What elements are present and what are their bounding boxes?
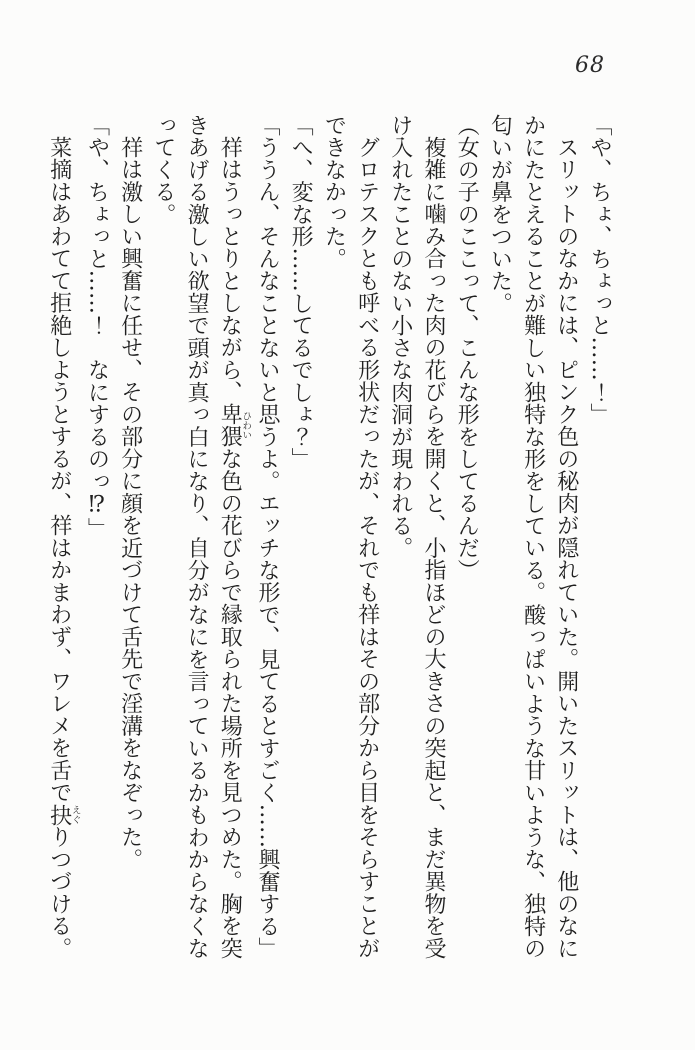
text-line: 「や、ちょ、ちょっと……！」	[587, 114, 612, 426]
ruby-annotated-word: 卑猥ひわい	[217, 403, 252, 448]
text-line: 祥は激しい興奮に任せ、その部分に顔を近づけて舌先で淫溝をなぞった。	[117, 136, 143, 871]
page-number: 68	[575, 53, 605, 78]
text-line: できなかった。	[321, 114, 347, 270]
text-line: ってくる。	[150, 114, 176, 226]
text-line: 匂いが鼻をついた。	[487, 114, 513, 315]
text-line: 「や、ちょっと……！ なにするのっ⁉」	[84, 114, 110, 540]
body-text-block	[43, 114, 616, 962]
text-line: 菜摘はあわてて拒絶しようとするが、祥はかまわず、ワレメを舌で抉えぐりつづける。	[46, 136, 81, 960]
text-line: 「へ、変な形……してるでしょ？」	[288, 114, 314, 470]
ruby-annotated-word: 抉えぐ	[46, 803, 81, 826]
text-line: 祥はうっとりとしながら、卑猥ひわいな色の花びらで縁取られた場所を見つめた。胸を突	[217, 136, 252, 960]
text-line: 「ううん、そんなことないと思うよ。エッチな形で、見てるとすごく……興奮する」	[254, 114, 280, 960]
text-line: 複雑に噛み合った肉の花びらを開くと、小指ほどの大きさの突起と、まだ異物を受	[420, 136, 446, 960]
text-line: （女の子のここって、こんな形をしてるんだ）	[454, 114, 480, 582]
text-line: け入れたことのない小さな肉洞が現われる。	[387, 114, 413, 559]
text-line: スリットのなかには、ピンク色の秘肉が隠れていた。開いたスリットは、他のなに	[553, 136, 579, 960]
text-line: グロテスクとも呼べる形状だったが、それでも祥はその部分から目をそらすことが	[354, 136, 380, 960]
text-line: きあげる激しい欲望で頭が真っ白になり、自分がなにを言っているかもわからなくな	[184, 114, 210, 960]
text-line: かにたとえることが難しい独特な形をしている。酸っぱいような甘いような、独特の	[520, 114, 546, 960]
